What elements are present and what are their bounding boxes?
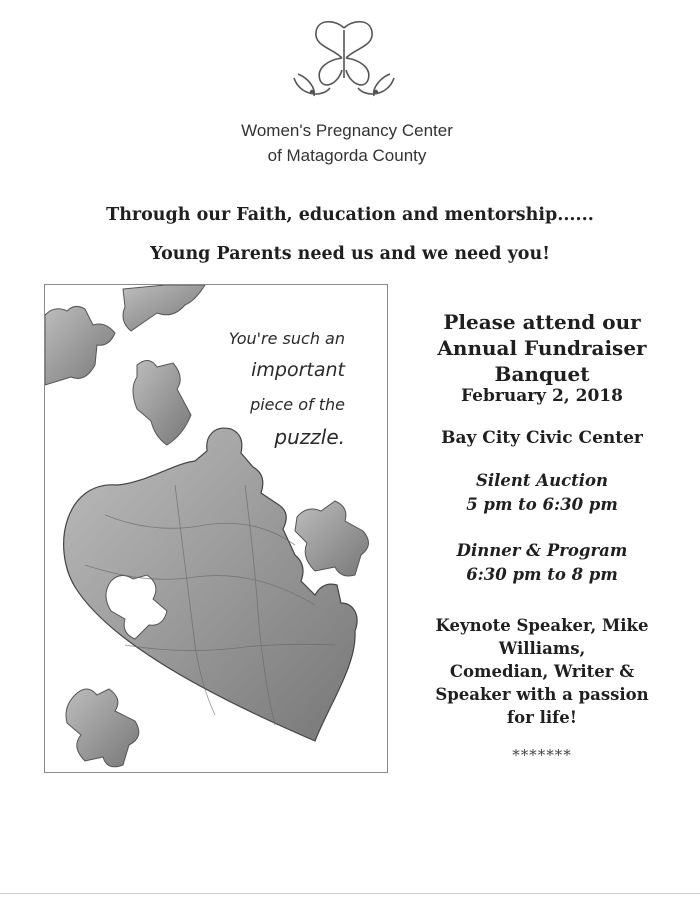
keynote-line1: Keynote Speaker, Mike [435,616,649,635]
dinner-program-title: Dinner & Program [456,541,628,560]
divider-stars: ******* [512,746,572,764]
keynote-line5: for life! [507,708,577,727]
puzzle-card [44,284,388,773]
keynote-speaker [392,614,692,729]
silent-auction [392,469,692,517]
invite-heading [392,309,692,387]
butterfly-icon [288,18,400,106]
card-text-line3: piece of the [250,395,345,414]
silent-auction-time: 5 pm to 6:30 pm [466,495,618,514]
dinner-program-time: 6:30 pm to 8 pm [466,565,618,584]
tagline-young-parents: Young Parents need us and we need you! [150,244,550,264]
event-venue: Bay City Civic Center [441,428,643,448]
invite-line3: Banquet [494,362,590,386]
invite-line2: Annual Fundraiser [437,336,647,360]
dinner-program [392,539,692,587]
event-date: February 2, 2018 [461,386,623,406]
keynote-line2: Williams, [498,639,586,658]
invite-line1: Please attend our [443,310,641,334]
org-name-line2: of Matagorda County [267,146,427,165]
page-bottom-rule [0,893,700,894]
card-text-line2: important [251,359,345,381]
keynote-line4: Speaker with a passion [435,685,649,704]
silent-auction-title: Silent Auction [475,471,609,490]
card-text-line4: puzzle. [274,425,345,449]
keynote-line3: Comedian, Writer & [449,662,635,681]
org-name-line1: Women's Pregnancy Center [241,121,453,140]
card-text-line1: You're such an [228,329,345,348]
tagline-faith: Through our Faith, education and mentorship...... [106,205,594,225]
